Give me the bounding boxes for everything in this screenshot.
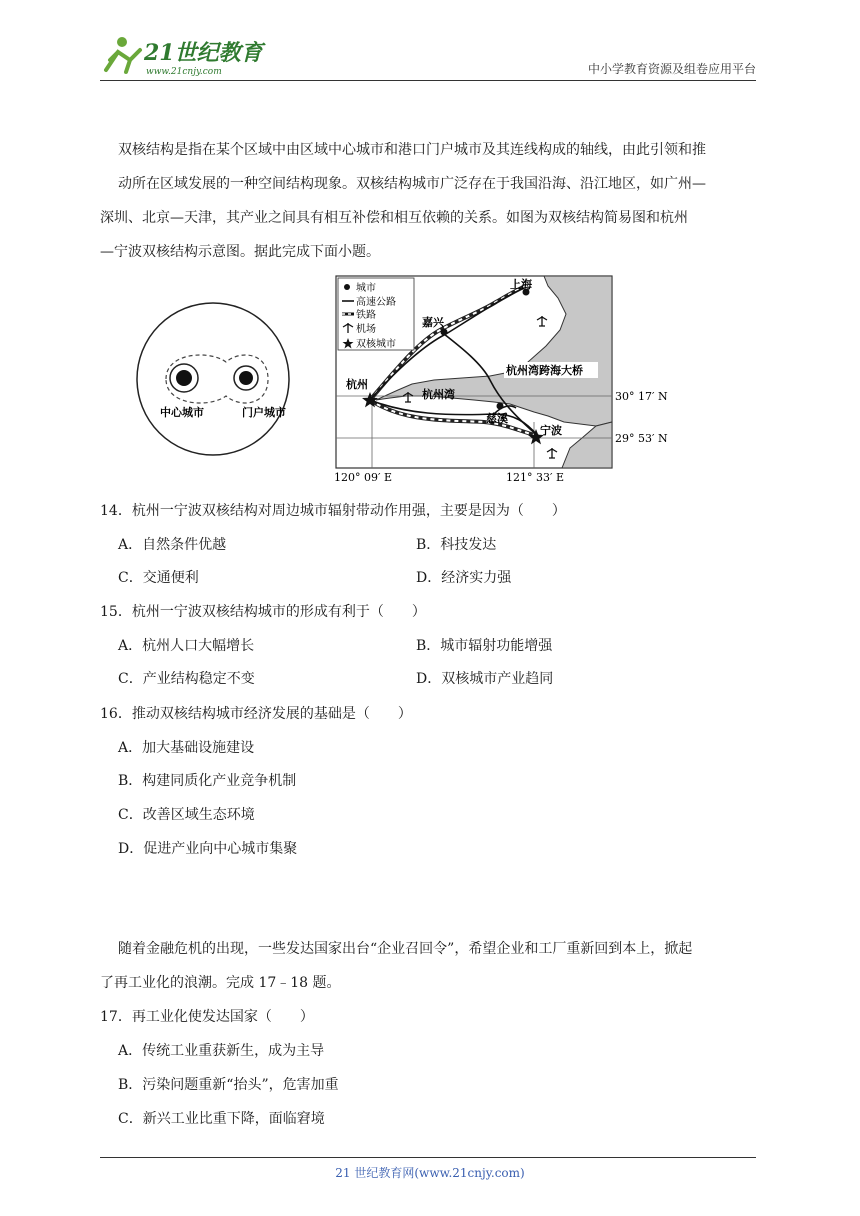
footer-link[interactable]: 21 世纪教育网(www.21cnjy.com) — [335, 1166, 525, 1180]
label-hangzhou-bay: 杭州湾 — [422, 388, 455, 401]
passage-line: 随着金融危机的出现，一些发达国家出台“企业召回令”，希望企业和工厂重新回到本上，掀起 — [118, 941, 693, 957]
q14-option-b[interactable]: B．科技发达 — [416, 537, 497, 553]
q17-option-c[interactable]: C．新兴工业比重下降，面临窘境 — [118, 1111, 325, 1127]
header-divider — [100, 80, 756, 81]
svg-text:21世纪教育: 21世纪教育 — [144, 40, 263, 66]
hangzhou-ningbo-map — [334, 272, 684, 482]
passage-dual-core — [100, 133, 762, 269]
center-city-label: 中心城市 — [160, 406, 204, 419]
label-shanghai: 上海 — [510, 278, 532, 291]
question-15-stem: 15．杭州一宁波双核结构城市的形成有利于（ ） — [100, 604, 426, 620]
passage-line: 了再工业化的浪潮。完成 17﹣18 题。 — [100, 975, 341, 991]
lon-left-label: 120° 09′ E — [334, 471, 393, 482]
question-16-stem: 16．推动双核结构城市经济发展的基础是（ ） — [100, 706, 412, 722]
label-bridge: 杭州湾跨海大桥 — [506, 364, 583, 377]
platform-title: 中小学教育资源及组卷应用平台 — [587, 62, 756, 76]
passage-line: 双核结构是指在某个区域中由区域中心城市和港口门户城市及其连线构成的轴线，由此引领和推 — [118, 142, 706, 158]
q16-option-c[interactable]: C．改善区域生态环境 — [118, 807, 255, 823]
q16-option-b[interactable]: B．构建同质化产业竞争机制 — [118, 773, 297, 789]
label-cixi: 慈溪 — [486, 412, 508, 425]
q14-option-c[interactable]: C．交通便利 — [118, 570, 199, 586]
question-14-stem: 14．杭州一宁波双核结构对周边城市辐射带动作用强，主要是因为（ ） — [100, 503, 566, 519]
passage-line: 深圳、北京—天津，其产业之间具有相互补偿和相互依赖的关系。如图为双核结构简易图和杭州 — [100, 210, 688, 226]
question-17-stem: 17．再工业化使发达国家（ ） — [100, 1009, 314, 1025]
legend-highway: 高速公路 — [356, 297, 396, 308]
q17-option-b[interactable]: B．污染问题重新“抬头”，危害加重 — [118, 1077, 339, 1093]
svg-text:www.21cnjy.com: www.21cnjy.com — [146, 67, 222, 77]
q15-option-c[interactable]: C．产业结构稳定不变 — [118, 671, 255, 687]
passage-line: 动所在区域发展的一种空间结构现象。双核结构城市广泛存在于我国沿海、沿江地区，如广州— — [118, 176, 706, 192]
q14-option-d[interactable]: D．经济实力强 — [416, 570, 512, 586]
legend-airport: 机场 — [356, 324, 376, 335]
q16-option-d[interactable]: D．促进产业向中心城市集聚 — [118, 841, 298, 857]
legend-railway: 铁路 — [356, 310, 376, 321]
gate-city-label: 门户城市 — [242, 406, 286, 419]
lat-bottom-label: 29° 53′ N — [615, 432, 668, 445]
dual-core-diagram — [118, 300, 318, 460]
q15-option-a[interactable]: A．杭州人口大幅增长 — [118, 638, 255, 654]
lat-top-label: 30° 17′ N — [615, 390, 668, 403]
site-logo — [96, 30, 266, 80]
passage-line: —宁波双核结构示意图。据此完成下面小题。 — [100, 244, 380, 260]
page-header — [96, 30, 760, 80]
legend-city: 城市 — [356, 283, 376, 294]
q17-option-a[interactable]: A．传统工业重获新生，成为主导 — [118, 1043, 325, 1059]
q14-option-a[interactable]: A．自然条件优越 — [118, 537, 227, 553]
label-jiaxing: 嘉兴 — [422, 316, 444, 329]
q16-option-a[interactable]: A．加大基础设施建设 — [118, 740, 255, 756]
label-hangzhou: 杭州 — [346, 378, 368, 391]
lon-right-label: 121° 33′ E — [506, 471, 565, 482]
q15-option-d[interactable]: D．双核城市产业趋同 — [416, 671, 554, 687]
legend-dual-core: 双核城市 — [356, 339, 396, 350]
label-ningbo: 宁波 — [540, 424, 562, 437]
passage-reindustrialization — [100, 932, 762, 1000]
footer-divider — [100, 1157, 756, 1158]
q15-option-b[interactable]: B．城市辐射功能增强 — [416, 638, 553, 654]
